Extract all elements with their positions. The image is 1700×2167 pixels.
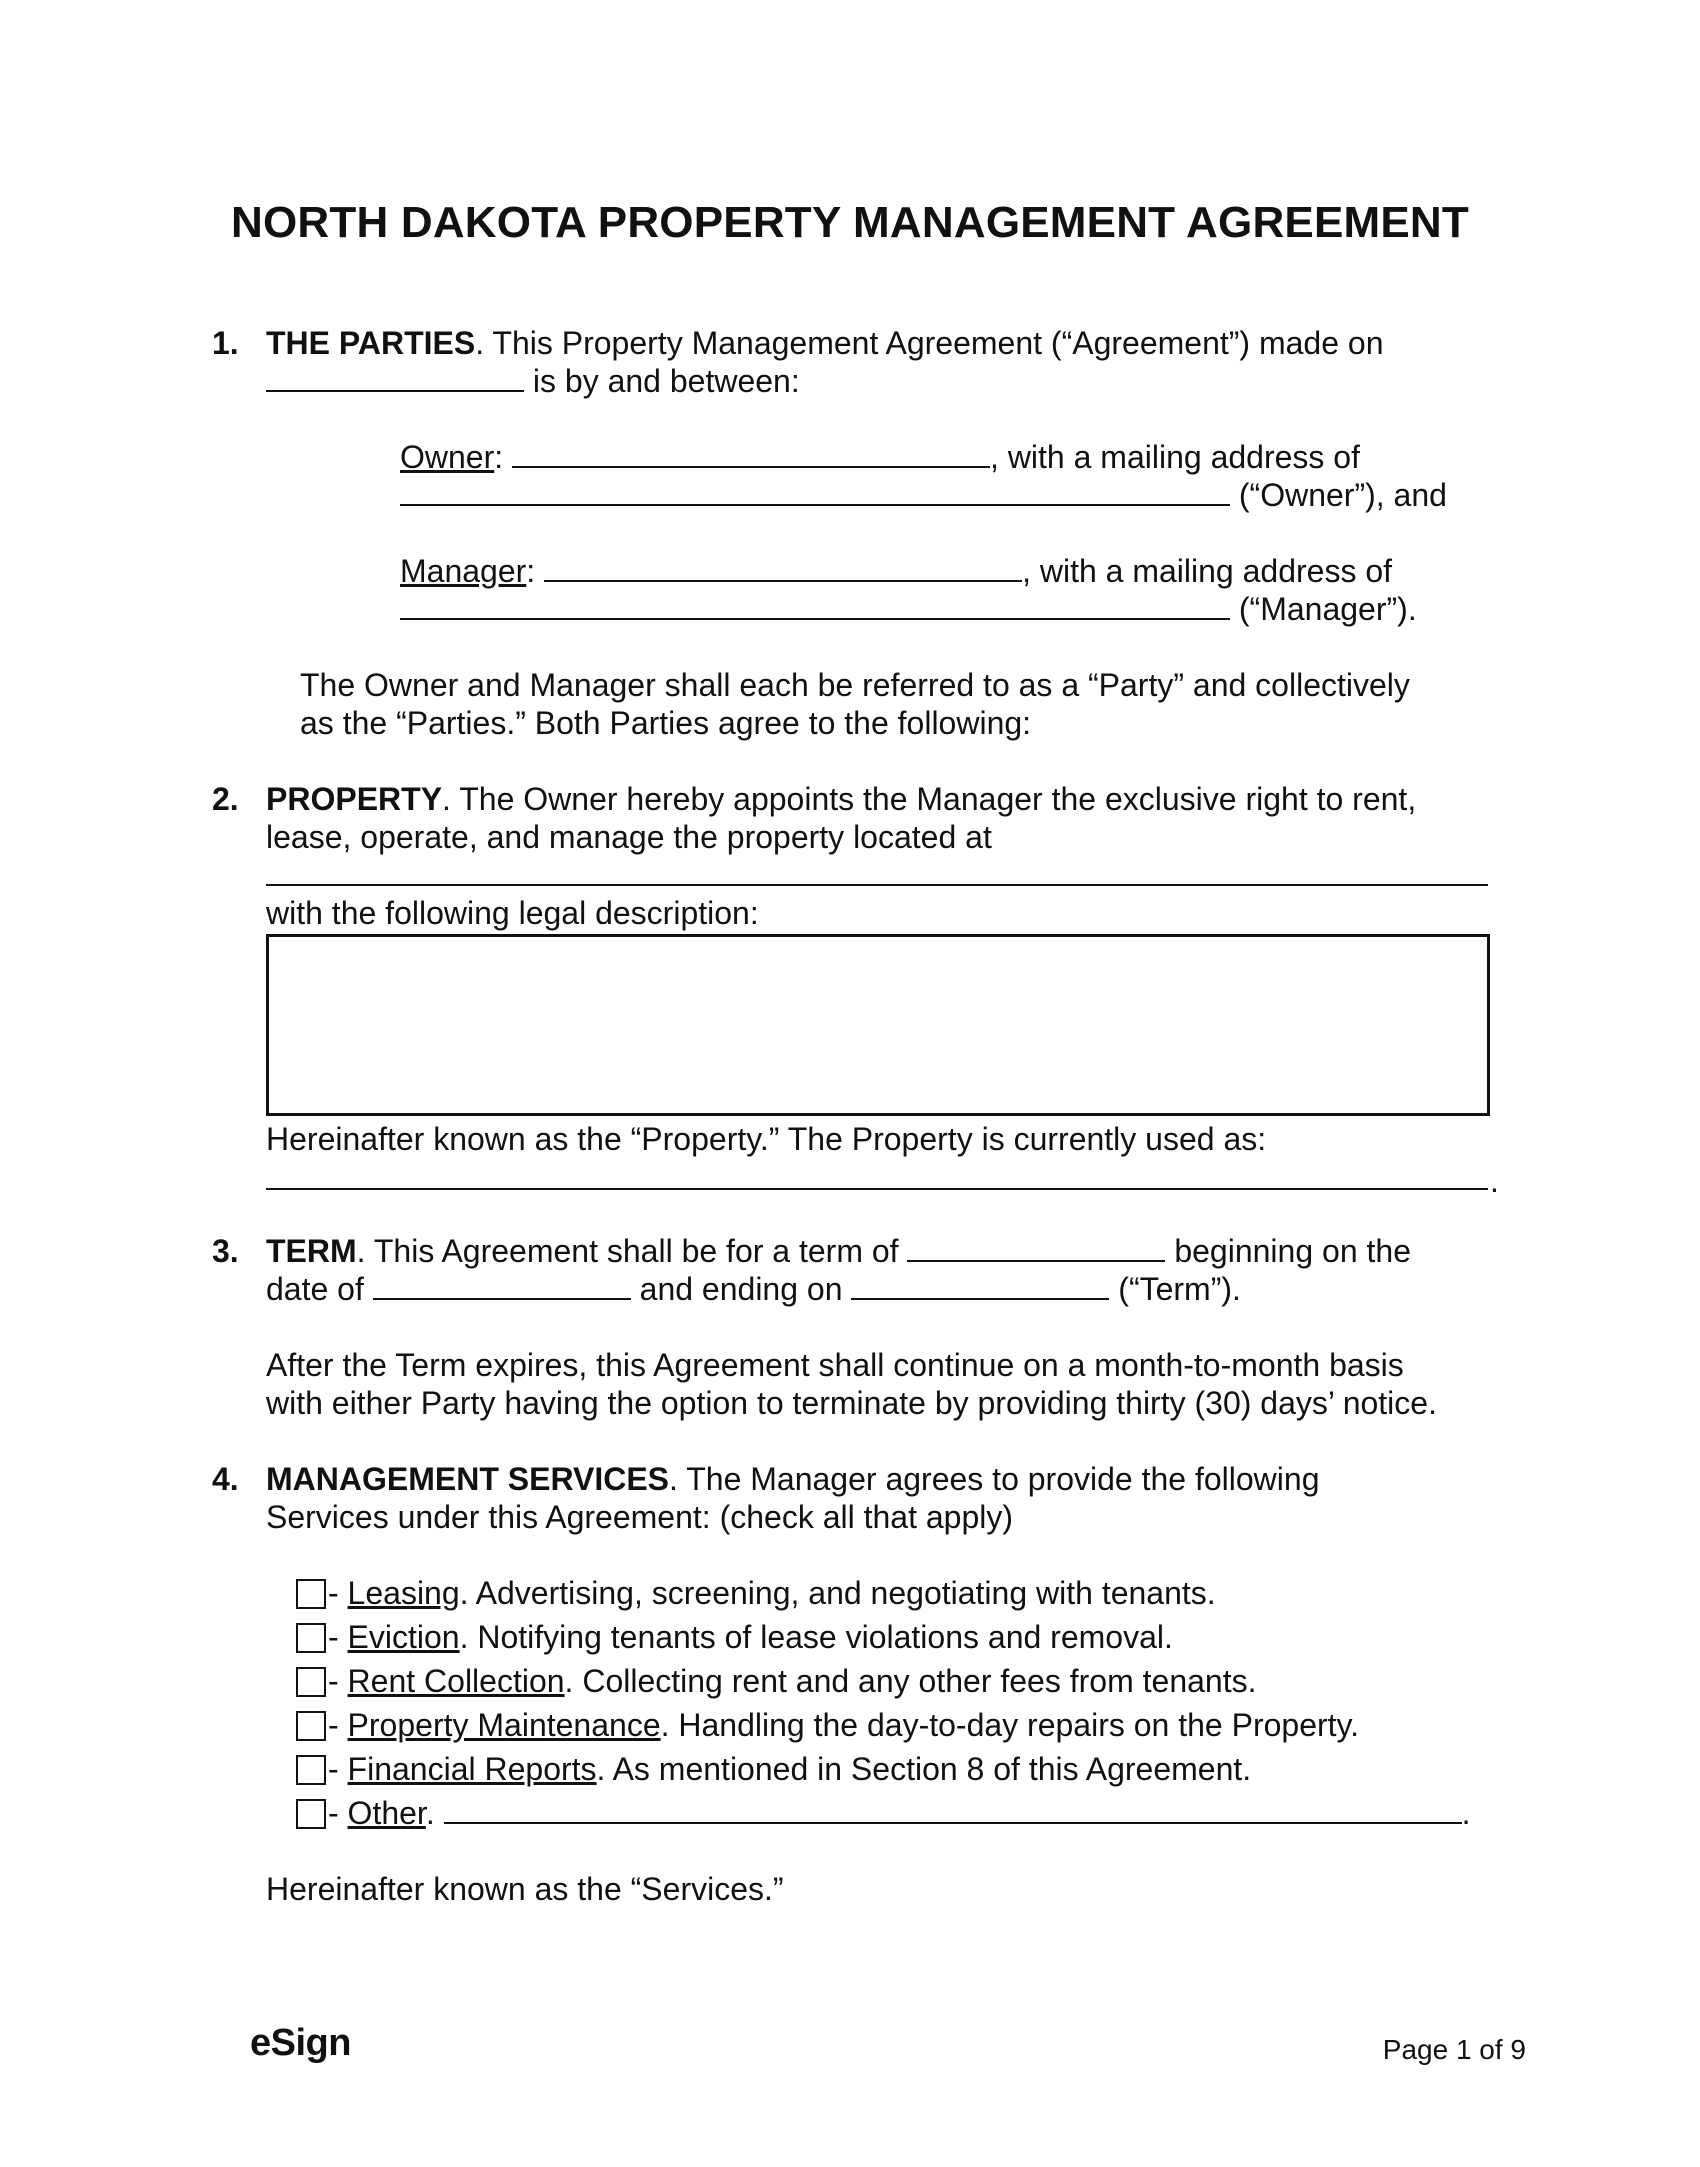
service-item-other: - Other. . [296,1794,1470,1832]
manager-line-1: Manager: , with a mailing address of [400,553,1393,589]
section-2-line-1 [266,780,1416,818]
section-3-text-a2: beginning on the [1165,1233,1411,1269]
other-service-blank[interactable] [444,1796,1462,1824]
eviction-checkbox[interactable] [296,1623,326,1653]
section-3-heading: TERM [266,1233,357,1269]
owner-address-blank[interactable] [400,478,1230,506]
other-end-dot: . [1461,1795,1471,1831]
owner-mid-text: , with a mailing address of [990,439,1360,475]
section-4-line-1 [266,1460,1319,1498]
manager-name-blank[interactable] [544,554,1022,582]
service-item-eviction: - Eviction. Notifying tenants of lease violations and removal. [296,1618,1173,1656]
owner-line-2 [400,476,1447,514]
service-item-leasing: - Leasing. Advertising, screening, and negotiating with tenants. [296,1574,1216,1612]
other-desc: . [425,1795,444,1831]
owner-end-text: (“Owner”), and [1230,477,1447,513]
section-3-text-a: . This Agreement shall be for a term of [356,1233,899,1269]
property-maintenance-desc: . Handling the day-to-day repairs on the Property. [660,1707,1360,1743]
property-address-blank[interactable] [266,884,1488,886]
section-4-line-2: Services under this Agreement: (check all that apply) [266,1499,1014,1535]
manager-mid-text: , with a mailing address of [1022,553,1393,589]
eviction-desc: . Notifying tenants of lease violations and removal. [459,1619,1173,1655]
rent-collection-checkbox[interactable] [296,1667,326,1697]
manager-label: Manager [400,553,527,589]
term-para-line-2: with either Party having the option to terminate by providing thirty (30) days’ notice. [266,1385,1437,1421]
leasing-desc: . Advertising, screening, and negotiating with tenants. [459,1575,1216,1611]
section-3-text-b3: (“Term”). [1109,1271,1241,1307]
property-use-blank[interactable] [266,1188,1488,1190]
section-2-text-a: . The Owner hereby appoints the Manager the exclusive right to rent, [442,781,1417,817]
property-maintenance-label: Property Maintenance [347,1707,661,1743]
owner-label: Owner [400,439,495,475]
page-number: Page 1 of 9 [1382,2034,1526,2065]
section-4-number: 4. [212,1461,239,1497]
owner-line-1: Owner: , with a mailing address of [400,439,1360,475]
property-maintenance-checkbox[interactable] [296,1711,326,1741]
financial-reports-desc: . As mentioned in Section 8 of this Agreement. [596,1751,1252,1787]
term-para-line-1: After the Term expires, this Agreement shall continue on a month-to-month basis [266,1347,1404,1383]
section-1-line-1 [266,324,1383,362]
section-1-heading: THE PARTIES [266,325,476,361]
owner-name-blank[interactable] [512,440,990,468]
term-length-blank[interactable] [907,1234,1165,1262]
property-used-as-text: Hereinafter known as the “Property.” The Property is currently used as: [266,1121,1267,1157]
document-title: NORTH DAKOTA PROPERTY MANAGEMENT AGREEMENT [231,198,1469,247]
section-3-text-b2: and ending on [630,1271,843,1307]
financial-reports-label: Financial Reports [347,1751,597,1787]
financial-reports-checkbox[interactable] [296,1755,326,1785]
manager-line-2 [400,590,1417,628]
leasing-label: Leasing [347,1575,460,1611]
rent-collection-label: Rent Collection [347,1663,565,1699]
parties-para-line-2: as the “Parties.” Both Parties agree to the following: [300,705,1032,741]
property-use-dot: . [1490,1163,1499,1199]
leasing-checkbox[interactable] [296,1579,326,1609]
other-checkbox[interactable] [296,1799,326,1829]
service-item-financial-reports: - Financial Reports. As mentioned in Section 8 of this Agreement. [296,1750,1251,1788]
section-4-text-a: . The Manager agrees to provide the following [669,1461,1320,1497]
section-2-number: 2. [212,781,239,817]
section-1-number: 1. [212,325,239,361]
manager-address-blank[interactable] [400,592,1230,620]
other-label: Other [347,1795,426,1831]
section-3-line-1 [266,1232,1411,1270]
section-3-text-b1: date of [266,1271,364,1307]
rent-collection-desc: . Collecting rent and any other fees from tenants. [564,1663,1257,1699]
section-1-text-b: is by and between: [524,363,800,399]
section-2-line-2: lease, operate, and manage the property located at [266,819,992,855]
term-end-blank[interactable] [851,1272,1109,1300]
legal-description-label: with the following legal description: [266,895,759,931]
section-3-number: 3. [212,1233,239,1269]
section-2-heading: PROPERTY [266,781,443,817]
service-item-rent-collection: - Rent Collection. Collecting rent and any other fees from tenants. [296,1662,1256,1700]
service-item-property-maintenance: - Property Maintenance. Handling the day-to-day repairs on the Property. [296,1706,1359,1744]
section-4-heading: MANAGEMENT SERVICES [266,1461,670,1497]
term-start-blank[interactable] [373,1272,631,1300]
agreement-date-blank[interactable] [266,364,524,392]
parties-para-line-1: The Owner and Manager shall each be referred to as a “Party” and collectively [300,667,1410,703]
legal-description-box[interactable] [266,934,1490,1116]
section-1-text-a: . This Property Management Agreement (“Agreement”) made on [475,325,1384,361]
esign-logo: eSign [250,2022,351,2064]
manager-end-text: (“Manager”). [1230,591,1417,627]
services-defined-text: Hereinafter known as the “Services.” [266,1871,784,1907]
section-3-line-2 [266,1270,1241,1308]
section-1-line-2 [266,362,800,400]
eviction-label: Eviction [347,1619,460,1655]
